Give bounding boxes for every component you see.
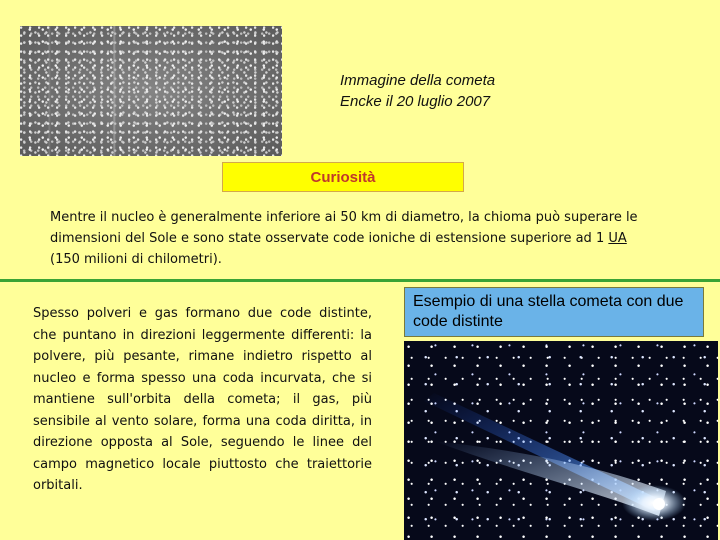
comet-example-caption	[404, 287, 704, 337]
comet-drawing	[404, 341, 718, 540]
top-image-caption	[340, 70, 495, 112]
caption-line-2: Encke il 20 luglio 2007	[340, 93, 491, 110]
ua-link[interactable]: UA	[608, 231, 627, 246]
tails-paragraph: Spesso polveri e gas formano due code distinte, che puntano in direzioni leggermente differenti: la polvere, più pesante, rimane indietro rispetto al nucleo e forma spesso una coda incurvata, che si mantiene sull'orbita della cometa; il gas, più sensibile al vento solare, forma una coda diritta, in direzione opposta al Sole, seguendo le linee del campo magnetico locale piuttosto che traiettorie orbitali.	[33, 306, 372, 493]
divider-line	[0, 279, 720, 282]
main-text-before: Mentre il nucleo è generalmente inferiore ai 50 km di diametro, la chioma può superare le dimensioni del Sole e sono state osservate code ioniche di estensione superiore ad 1	[50, 210, 638, 246]
curiosita-label: Curiosità	[310, 168, 376, 186]
curiosita-heading	[222, 162, 464, 192]
caption-line-1: Immagine della cometa	[340, 72, 496, 89]
main-text-after: (150 milioni di chilometri).	[50, 252, 222, 267]
comet-two-tails-image	[404, 341, 718, 540]
main-paragraph	[50, 207, 655, 270]
comet-example-text: Esempio di una stella cometa con due code distinte	[413, 293, 684, 330]
comet-nucleus	[653, 498, 665, 510]
comet-encke-image	[20, 26, 282, 156]
